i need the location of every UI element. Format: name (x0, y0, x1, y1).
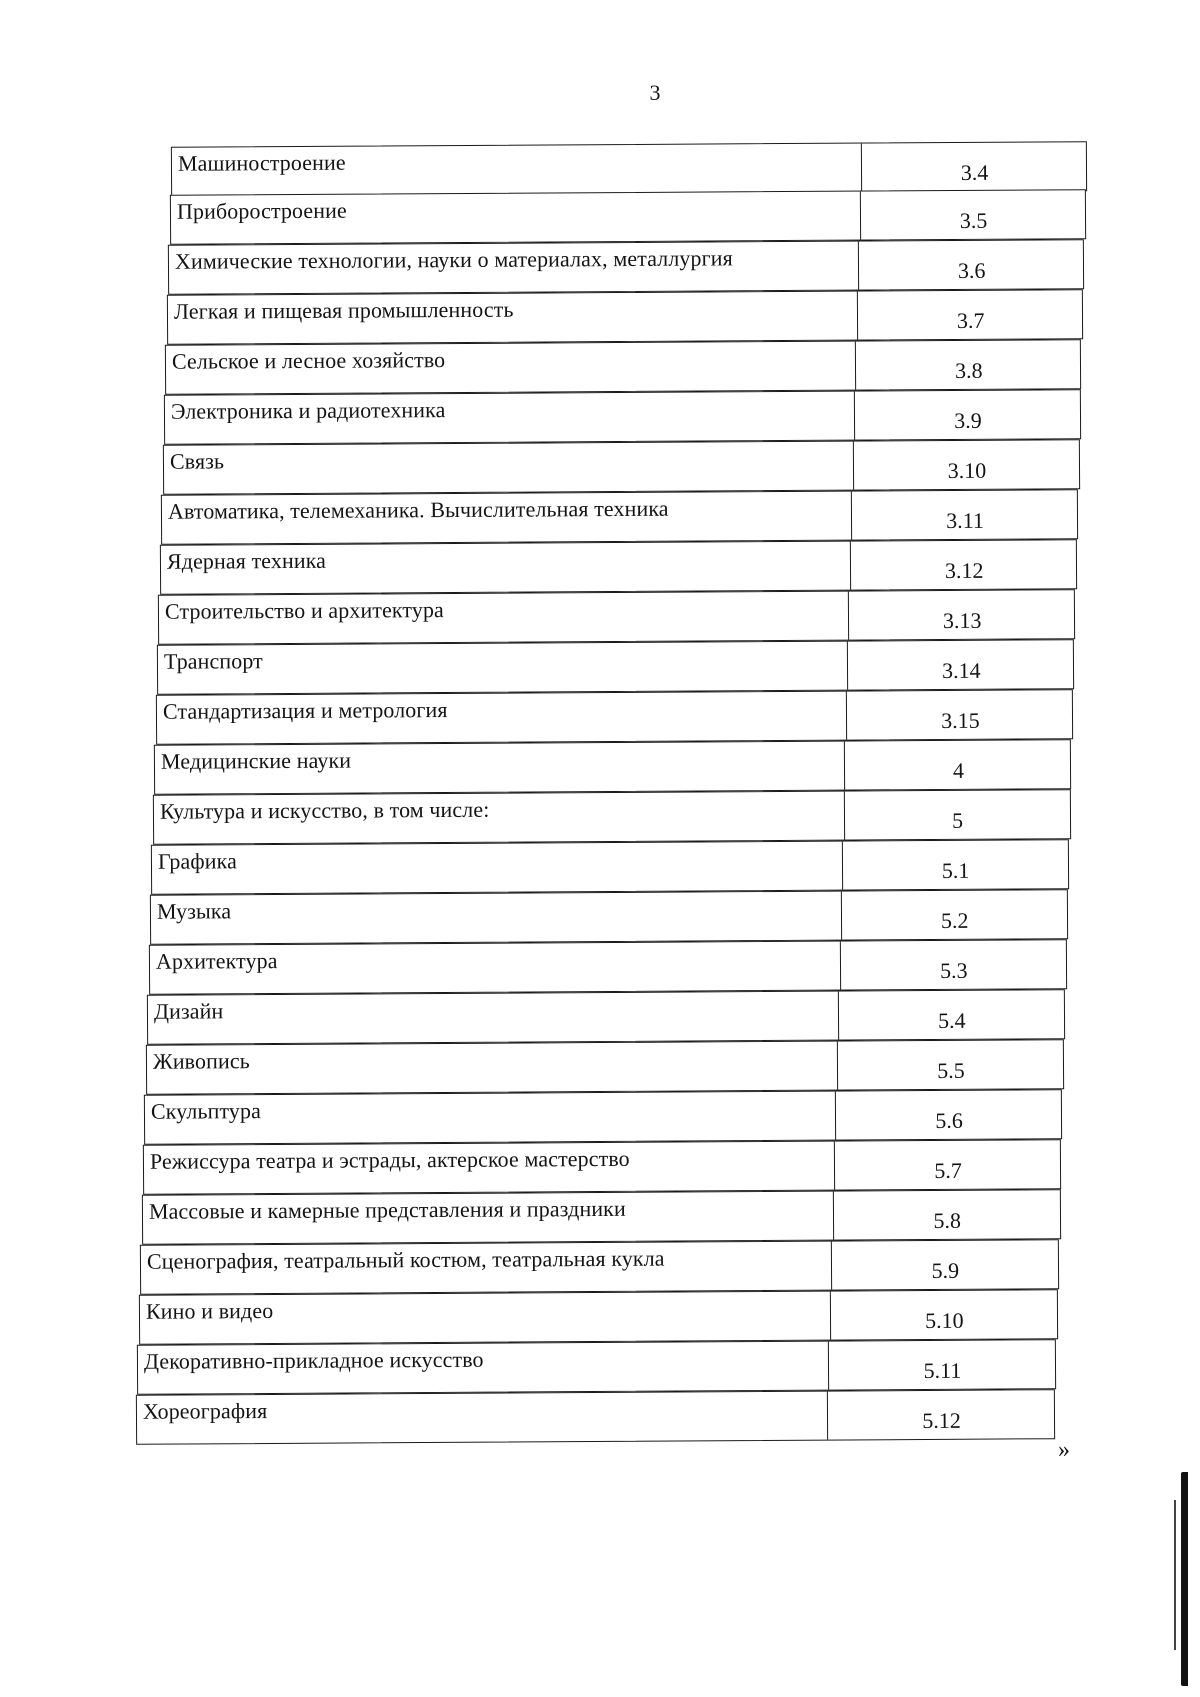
column-divider (853, 442, 854, 490)
row-code: 5.4 (938, 1008, 966, 1034)
row-name: Транспорт (163, 648, 263, 675)
row-code: 5 (951, 808, 963, 834)
row-name: Сценография, театральный костюм, театральная кукла (147, 1246, 665, 1275)
row-name: Медицинские науки (161, 748, 352, 775)
table-row (169, 190, 1085, 246)
table-row (161, 490, 1078, 546)
row-name: Автоматика, телемеханика. Вычислительная техника (168, 496, 669, 525)
column-divider (849, 592, 850, 640)
row-name: Связь (169, 448, 224, 475)
row-code: 5.11 (923, 1358, 962, 1384)
table-row (171, 141, 1087, 197)
column-divider (838, 992, 839, 1040)
page-number: 3 (649, 80, 661, 105)
column-divider (857, 292, 858, 340)
scan-edge-mark (1181, 1472, 1188, 1686)
row-name: Стандартизация и метрология (162, 697, 448, 725)
closing-quote-mark: » (1058, 1437, 1070, 1463)
column-divider (831, 1242, 832, 1290)
row-name: Хореография (142, 1398, 268, 1425)
table-row (151, 840, 1069, 896)
row-name: Ядерная техника (166, 548, 326, 575)
row-name: Машиностроение (177, 149, 346, 176)
row-code: 3.6 (958, 258, 986, 284)
row-name: Дизайн (154, 998, 224, 1025)
table-row (165, 340, 1082, 396)
column-divider (828, 1342, 829, 1390)
column-divider (851, 492, 852, 540)
table-row (162, 440, 1079, 496)
table-row (140, 1240, 1059, 1296)
row-code: 5.12 (922, 1408, 961, 1434)
row-code: 3.8 (955, 358, 984, 384)
row-code: 3.9 (954, 408, 982, 434)
column-divider (861, 144, 862, 192)
column-divider (847, 642, 848, 690)
row-name: Архитектура (155, 948, 278, 975)
table-row (144, 1090, 1063, 1146)
row-code: 3.7 (956, 308, 985, 334)
table-row (153, 790, 1071, 846)
table-row (139, 1290, 1058, 1346)
row-code: 5.6 (935, 1108, 964, 1134)
row-code: 3.4 (960, 159, 989, 185)
table-row (154, 740, 1072, 796)
column-divider (835, 1092, 836, 1140)
row-code: 3.5 (959, 208, 988, 234)
row-name: Музыка (156, 898, 232, 925)
table-row (143, 1140, 1062, 1196)
column-divider (850, 542, 851, 590)
table-row (155, 690, 1073, 746)
table-row (137, 1340, 1056, 1396)
row-code: 5.10 (924, 1308, 964, 1334)
row-code: 3.12 (944, 558, 984, 584)
row-code: 5.3 (939, 958, 968, 984)
table-row (167, 290, 1084, 346)
table-row (148, 940, 1066, 996)
row-name: Культура и искусство, в том числе: (159, 797, 490, 825)
table-row (164, 390, 1081, 446)
row-name: Скульптура (151, 1098, 262, 1125)
table-row (157, 640, 1074, 696)
row-name: Живопись (152, 1048, 250, 1075)
row-name: Легкая и пищевая промышленность (173, 297, 514, 325)
row-code: 3.14 (941, 658, 981, 684)
row-code: 3.10 (947, 458, 986, 484)
row-code: 5.8 (932, 1208, 961, 1234)
row-code: 3.11 (946, 508, 985, 534)
column-divider (859, 192, 860, 240)
row-name: Электроника и радиотехника (170, 397, 446, 425)
column-divider (836, 1042, 837, 1090)
column-divider (840, 892, 841, 940)
row-name: Химические технологии, науки о материалах, металлургия (175, 245, 734, 275)
row-name: Декоративно-прикладное искусство (144, 1347, 485, 1375)
scan-edge-line (1174, 1500, 1176, 1650)
row-code: 4 (953, 758, 965, 784)
table-row (158, 590, 1075, 646)
column-divider (858, 242, 859, 290)
row-name: Сельское и лесное хозяйство (172, 347, 446, 375)
row-code: 5.1 (942, 858, 970, 884)
row-name: Кино и видео (145, 1298, 274, 1325)
row-name: Массовые и камерные представления и праздники (148, 1196, 626, 1225)
table-row (146, 1040, 1064, 1096)
column-divider (830, 1292, 831, 1340)
table-row (136, 1390, 1055, 1446)
column-divider (855, 342, 856, 390)
column-divider (854, 392, 855, 440)
table-row (160, 540, 1077, 596)
row-name: Строительство и архитектура (165, 597, 445, 625)
column-divider (827, 1392, 828, 1440)
column-divider (834, 1142, 835, 1190)
row-code: 3.15 (940, 708, 980, 734)
row-code: 5.2 (940, 908, 969, 934)
table-row (150, 890, 1068, 946)
column-divider (832, 1192, 833, 1240)
column-divider (839, 942, 840, 990)
row-code: 5.5 (936, 1058, 965, 1084)
column-divider (845, 742, 846, 790)
row-name: Приборостроение (176, 198, 347, 225)
row-code: 5.9 (931, 1258, 960, 1284)
column-divider (843, 792, 844, 840)
table-row (147, 990, 1065, 1046)
column-divider (846, 692, 847, 740)
table-row (141, 1190, 1060, 1246)
table-row (168, 240, 1085, 296)
column-divider (842, 842, 843, 890)
row-name: Графика (158, 848, 238, 875)
row-name: Режиссура театра и эстрады, актерское мастерство (149, 1146, 630, 1175)
row-code: 5.7 (934, 1158, 962, 1184)
row-code: 3.13 (943, 608, 982, 634)
